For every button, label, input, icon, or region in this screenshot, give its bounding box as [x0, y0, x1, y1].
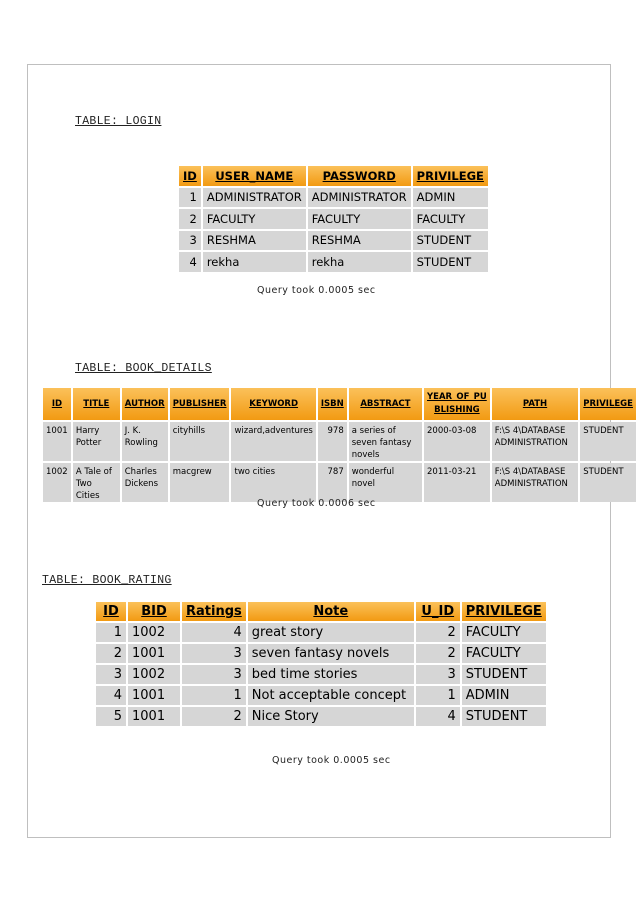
column-header: YEAR_OF_PU BLISHING — [424, 388, 490, 420]
table-cell: rekha — [308, 252, 411, 272]
book-details-table-caption: TABLE: BOOK_DETAILS — [75, 362, 212, 375]
table-cell: 3 — [182, 644, 246, 663]
table-cell: STUDENT — [413, 231, 488, 251]
table-cell: 1 — [179, 188, 201, 208]
table-cell: ADMINISTRATOR — [203, 188, 306, 208]
table-cell: Nice Story — [248, 707, 414, 726]
column-header: ID — [43, 388, 71, 420]
column-header: PRIVILEGE — [580, 388, 636, 420]
table-cell: 3 — [182, 665, 246, 684]
table-cell: 1001 — [128, 686, 180, 705]
table-cell: RESHMA — [203, 231, 306, 251]
table-cell: Not acceptable concept — [248, 686, 414, 705]
login-query-time: Query took 0.0005 sec — [257, 285, 376, 296]
book-rating-query-time: Query took 0.0005 sec — [272, 755, 391, 766]
table-cell: two cities — [231, 463, 315, 502]
table-cell: 2 — [182, 707, 246, 726]
table-cell: ADMINISTRATOR — [308, 188, 411, 208]
table-cell: FACULTY — [413, 209, 488, 229]
table-cell: STUDENT — [580, 422, 636, 461]
column-header: ID — [179, 166, 201, 186]
table-cell: FACULTY — [462, 644, 546, 663]
table-cell: 787 — [318, 463, 347, 502]
table-header-row — [96, 602, 546, 621]
table-cell: wizard,adventures — [231, 422, 315, 461]
table-cell: macgrew — [170, 463, 230, 502]
table-row — [96, 623, 546, 642]
login-table-caption: TABLE: LOGIN — [75, 115, 162, 128]
column-header: ID — [96, 602, 126, 621]
table-row — [43, 422, 636, 461]
table-cell: 1002 — [128, 665, 180, 684]
book-rating-table-caption: TABLE: BOOK_RATING — [42, 574, 172, 587]
table-cell: 1 — [416, 686, 460, 705]
table-cell: 3 — [96, 665, 126, 684]
table-header-row — [43, 388, 636, 420]
book-rating-table — [94, 600, 548, 728]
table-row — [96, 644, 546, 663]
column-header: PRIVILEGE — [413, 166, 488, 186]
table-cell: 2 — [96, 644, 126, 663]
table-cell: 4 — [416, 707, 460, 726]
table-cell: FACULTY — [203, 209, 306, 229]
table-cell: rekha — [203, 252, 306, 272]
table-cell: great story — [248, 623, 414, 642]
table-cell: 5 — [96, 707, 126, 726]
column-header: PASSWORD — [308, 166, 411, 186]
table-cell: 1 — [182, 686, 246, 705]
table-cell: 1001 — [43, 422, 71, 461]
table-cell: 2000-03-08 — [424, 422, 490, 461]
table-cell: seven fantasy novels — [248, 644, 414, 663]
table-row — [179, 188, 488, 208]
column-header: BID — [128, 602, 180, 621]
column-header: AUTHOR — [122, 388, 168, 420]
table-cell: 1001 — [128, 644, 180, 663]
table-cell: F:\S 4\DATABASE ADMINISTRATION — [492, 463, 579, 502]
table-cell: ADMIN — [413, 188, 488, 208]
table-cell: bed time stories — [248, 665, 414, 684]
table-row — [96, 665, 546, 684]
table-cell: 2 — [179, 209, 201, 229]
table-cell: STUDENT — [580, 463, 636, 502]
table-row — [96, 707, 546, 726]
column-header: U_ID — [416, 602, 460, 621]
table-cell: STUDENT — [413, 252, 488, 272]
table-cell: 4 — [182, 623, 246, 642]
table-cell: Charles Dickens — [122, 463, 168, 502]
table-row — [43, 463, 636, 502]
column-header: PATH — [492, 388, 579, 420]
table-cell: 4 — [96, 686, 126, 705]
table-cell: 1002 — [43, 463, 71, 502]
table-row — [96, 686, 546, 705]
column-header: PRIVILEGE — [462, 602, 546, 621]
table-cell: 4 — [179, 252, 201, 272]
table-cell: FACULTY — [308, 209, 411, 229]
table-cell: 1002 — [128, 623, 180, 642]
book-details-query-time: Query took 0.0006 sec — [257, 498, 376, 509]
table-cell: STUDENT — [462, 707, 546, 726]
column-header: KEYWORD — [231, 388, 315, 420]
column-header: ABSTRACT — [349, 388, 422, 420]
table-cell: STUDENT — [462, 665, 546, 684]
table-row — [179, 252, 488, 272]
table-row — [179, 209, 488, 229]
table-cell: a series of seven fantasy novels — [349, 422, 422, 461]
table-header-row — [179, 166, 488, 186]
column-header: USER_NAME — [203, 166, 306, 186]
table-cell: 3 — [416, 665, 460, 684]
table-cell: 2 — [416, 644, 460, 663]
column-header: PUBLISHER — [170, 388, 230, 420]
table-cell: RESHMA — [308, 231, 411, 251]
table-cell: 978 — [318, 422, 347, 461]
column-header: TITLE — [73, 388, 120, 420]
login-table — [177, 164, 490, 274]
table-cell: wonderful novel — [349, 463, 422, 502]
table-cell: 2011-03-21 — [424, 463, 490, 502]
column-header: Note — [248, 602, 414, 621]
column-header: Ratings — [182, 602, 246, 621]
table-cell: cityhills — [170, 422, 230, 461]
table-cell: FACULTY — [462, 623, 546, 642]
table-cell: Harry Potter — [73, 422, 120, 461]
table-cell: 1 — [96, 623, 126, 642]
table-row — [179, 231, 488, 251]
table-cell: J. K. Rowling — [122, 422, 168, 461]
book-details-table — [41, 386, 638, 504]
table-cell: A Tale of Two Cities — [73, 463, 120, 502]
table-cell: F:\S 4\DATABASE ADMINISTRATION — [492, 422, 579, 461]
table-cell: 3 — [179, 231, 201, 251]
table-cell: 1001 — [128, 707, 180, 726]
table-cell: 2 — [416, 623, 460, 642]
column-header: ISBN — [318, 388, 347, 420]
table-cell: ADMIN — [462, 686, 546, 705]
